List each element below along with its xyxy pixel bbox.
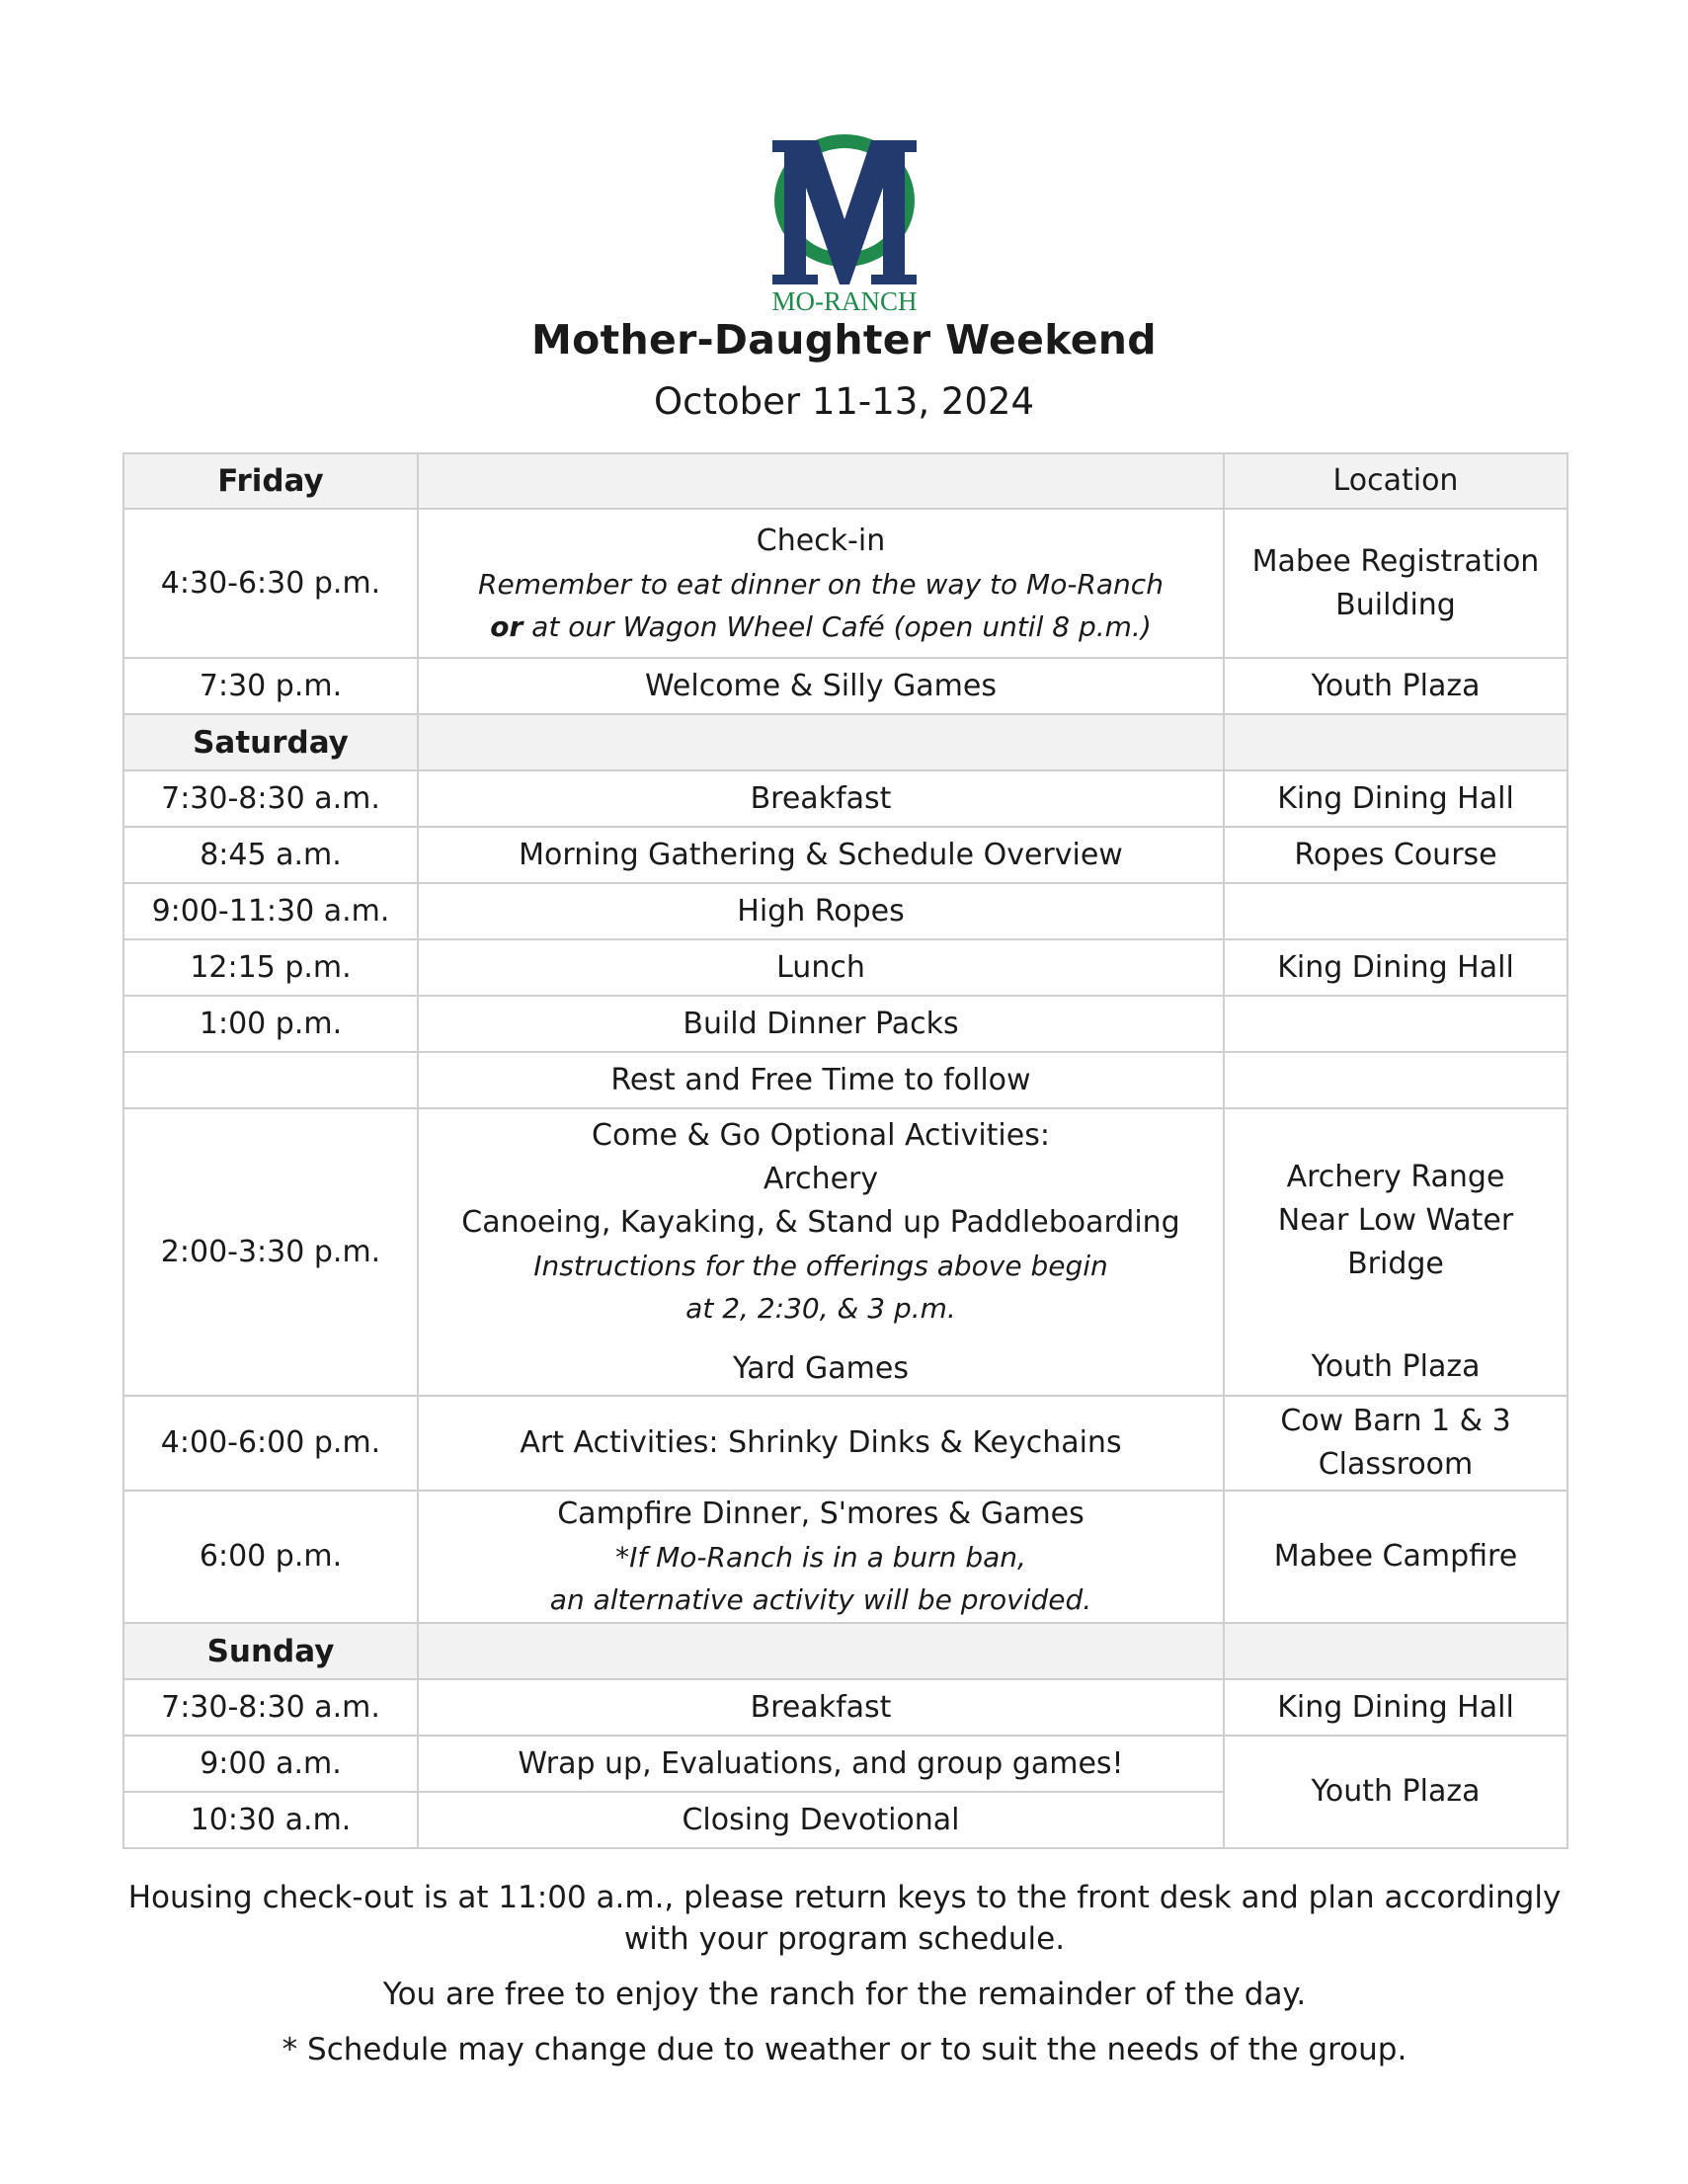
blank-cell (418, 1623, 1224, 1679)
time-cell: 2:00-3:30 p.m. (123, 1108, 418, 1396)
time-cell: 10:30 a.m. (123, 1792, 418, 1848)
table-row (123, 996, 1567, 1052)
activity-cell: Welcome & Silly Games (418, 658, 1224, 714)
location-cell (1224, 1052, 1567, 1108)
day-label: Friday (123, 453, 418, 509)
activity-yard-games: Yard Games (733, 1350, 909, 1386)
activity-cell: Breakfast (418, 770, 1224, 827)
activity-heading: Come & Go Optional Activities: (592, 1117, 1050, 1153)
activity-water-sports: Canoeing, Kayaking, & Stand up Paddleboarding (461, 1204, 1180, 1240)
table-row (123, 509, 1567, 658)
location-cell: Youth Plaza (1224, 1736, 1567, 1848)
activity-archery: Archery (763, 1161, 879, 1196)
schedule-table (122, 452, 1568, 1849)
activity-cell: Art Activities: Shrinky Dinks & Keychains (418, 1396, 1224, 1491)
mo-ranch-logo (761, 128, 928, 316)
activity-cell: Rest and Free Time to follow (418, 1052, 1224, 1108)
table-row (123, 883, 1567, 939)
location-cell (1224, 1108, 1567, 1396)
activity-cell: High Ropes (418, 883, 1224, 939)
schedule-disclaimer: * Schedule may change due to weather or to suit the needs of the group. (281, 2032, 1407, 2067)
day-header-saturday (123, 714, 1567, 770)
time-cell: 7:30 p.m. (123, 658, 418, 714)
activity-title: Campfire Dinner, S'mores & Games (557, 1496, 1085, 1531)
activity-title: Check-in (756, 523, 886, 558)
blank-cell (418, 453, 1224, 509)
time-cell: 7:30-8:30 a.m. (123, 770, 418, 827)
day-header-sunday (123, 1623, 1567, 1679)
page-title: Mother-Daughter Weekend (531, 316, 1157, 364)
blank-cell (1224, 714, 1567, 770)
activity-cell (418, 1108, 1224, 1396)
table-row (123, 827, 1567, 883)
activity-cell: Closing Devotional (418, 1792, 1224, 1848)
time-cell: 4:00-6:00 p.m. (123, 1396, 418, 1491)
location-archery: Archery Range (1286, 1159, 1505, 1194)
table-row (123, 1396, 1567, 1491)
activity-note: Instructions for the offerings above begin (533, 1249, 1108, 1282)
location-cell (1224, 883, 1567, 939)
time-cell (123, 1052, 418, 1108)
activity-cell: Morning Gathering & Schedule Overview (418, 827, 1224, 883)
table-row (123, 770, 1567, 827)
note-line: Remember to eat dinner on the way to Mo-Ranch (478, 567, 1164, 601)
table-row (123, 1052, 1567, 1108)
time-cell: 6:00 p.m. (123, 1491, 418, 1623)
activity-cell (418, 509, 1224, 658)
table-row-optional-activities (123, 1108, 1567, 1396)
day-label: Saturday (123, 714, 418, 770)
table-row (123, 1679, 1567, 1736)
location-cell: King Dining Hall (1224, 1679, 1567, 1736)
activity-cell: Lunch (418, 939, 1224, 996)
activity-note: an alternative activity will be provided. (549, 1583, 1092, 1616)
time-cell: 12:15 p.m. (123, 939, 418, 996)
activity-note (425, 563, 1217, 648)
location-water: Near Low Water Bridge (1277, 1202, 1514, 1281)
event-dates: October 11-13, 2024 (653, 380, 1035, 423)
location-cell: Cow Barn 1 & 3 Classroom (1224, 1396, 1567, 1491)
activity-cell: Wrap up, Evaluations, and group games! (418, 1736, 1224, 1792)
time-cell: 9:00-11:30 a.m. (123, 883, 418, 939)
footer-notes (122, 1877, 1567, 2084)
time-cell: 4:30-6:30 p.m. (123, 509, 418, 658)
location-column-header: Location (1224, 453, 1567, 509)
location-cell: King Dining Hall (1224, 770, 1567, 827)
location-cell (1224, 996, 1567, 1052)
table-row (123, 939, 1567, 996)
note-emphasis: or (490, 609, 523, 643)
day-label: Sunday (123, 1623, 418, 1679)
table-row (123, 658, 1567, 714)
time-cell: 8:45 a.m. (123, 827, 418, 883)
mo-ranch-logo-mark (761, 128, 928, 316)
activity-cell: Breakfast (418, 1679, 1224, 1736)
location-cell: Mabee Campfire (1224, 1491, 1567, 1623)
checkout-note: Housing check-out is at 11:00 a.m., please return keys to the front desk and plan accordingly with your program schedule. (127, 1880, 1562, 1957)
note-line: at our Wagon Wheel Café (open until 8 p.m.) (522, 609, 1152, 643)
blank-cell (1224, 1623, 1567, 1679)
time-cell: 7:30-8:30 a.m. (123, 1679, 418, 1736)
activity-note: *If Mo-Ranch is in a burn ban, (615, 1541, 1026, 1574)
activity-note: at 2, 2:30, & 3 p.m. (685, 1291, 956, 1325)
time-cell: 9:00 a.m. (123, 1736, 418, 1792)
blank-cell (418, 714, 1224, 770)
logo-wordmark: MO-RANCH (771, 286, 918, 316)
free-time-note: You are free to enjoy the ranch for the remainder of the day. (382, 1977, 1307, 2012)
activity-cell (418, 1491, 1224, 1623)
location-cell: King Dining Hall (1224, 939, 1567, 996)
time-cell: 1:00 p.m. (123, 996, 418, 1052)
table-row (123, 1491, 1567, 1623)
location-cell: Mabee Registration Building (1224, 509, 1567, 658)
location-cell: Youth Plaza (1224, 658, 1567, 714)
table-row (123, 1736, 1567, 1792)
location-yard-games: Youth Plaza (1311, 1348, 1481, 1384)
day-header-friday (123, 453, 1567, 509)
activity-cell: Build Dinner Packs (418, 996, 1224, 1052)
location-cell: Ropes Course (1224, 827, 1567, 883)
